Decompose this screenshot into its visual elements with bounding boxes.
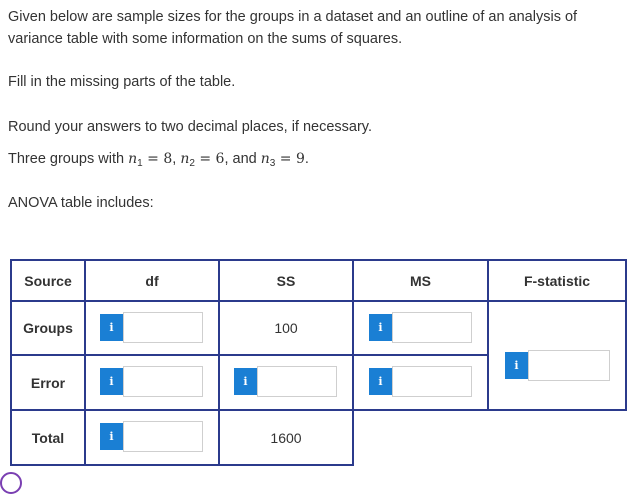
partial-circle-icon[interactable]: [0, 472, 22, 494]
table-intro-text: ANOVA table includes:: [8, 195, 154, 211]
group-sizes-text: [8, 148, 309, 175]
groups-df-input[interactable]: [123, 312, 203, 343]
header-source: Source: [10, 259, 86, 302]
equals-sign-1: =: [142, 151, 164, 167]
error-ss-input[interactable]: [257, 366, 337, 397]
cell-total-ss: 1600: [218, 409, 354, 466]
n1-value: 8: [163, 151, 173, 167]
sentence-end: .: [304, 151, 309, 167]
info-icon[interactable]: i: [234, 368, 257, 395]
rounding-text: Round your answers to two decimal places, if necessary.: [8, 119, 373, 135]
error-ms-input[interactable]: [392, 366, 472, 397]
equals-sign-2: =: [194, 151, 216, 167]
group-sizes-prefix: Three groups with: [8, 151, 129, 167]
error-df-input[interactable]: [123, 366, 203, 397]
info-icon[interactable]: i: [369, 368, 392, 395]
n3-subscript: 3: [269, 158, 276, 169]
n2-subscript: 2: [189, 158, 195, 169]
n1-subscript: 1: [137, 158, 143, 169]
intro-text-line1: Given below are sample sizes for the groups in a dataset and an outline of an analysis of: [8, 9, 578, 25]
n3-value: 9: [295, 151, 305, 167]
and-text: , and: [224, 151, 261, 167]
header-ss: SS: [218, 259, 354, 302]
header-ms: MS: [352, 259, 489, 302]
cell-groups-ss: 100: [218, 300, 354, 356]
info-icon[interactable]: i: [100, 423, 123, 450]
info-icon[interactable]: i: [100, 314, 123, 341]
groups-ms-input[interactable]: [392, 312, 472, 343]
row-label-groups: Groups: [10, 300, 86, 356]
row-label-error: Error: [10, 354, 86, 411]
n2-value: 6: [215, 151, 225, 167]
equals-sign-3: =: [275, 151, 296, 167]
info-icon[interactable]: i: [369, 314, 392, 341]
n2-variable: n: [180, 151, 190, 167]
intro-text-line2: variance table with some information on the sums of squares.: [8, 31, 403, 47]
n1-variable: n: [128, 151, 138, 167]
total-df-input[interactable]: [123, 421, 203, 452]
info-icon[interactable]: i: [100, 368, 123, 395]
instruction-text: Fill in the missing parts of the table.: [8, 74, 236, 90]
header-f-statistic: F-statistic: [487, 259, 627, 302]
header-df: df: [84, 259, 220, 302]
separator-1: ,: [172, 151, 181, 167]
row-label-total: Total: [10, 409, 86, 466]
n3-variable: n: [260, 151, 270, 167]
info-icon[interactable]: i: [505, 352, 528, 379]
f-statistic-input[interactable]: [528, 350, 610, 381]
